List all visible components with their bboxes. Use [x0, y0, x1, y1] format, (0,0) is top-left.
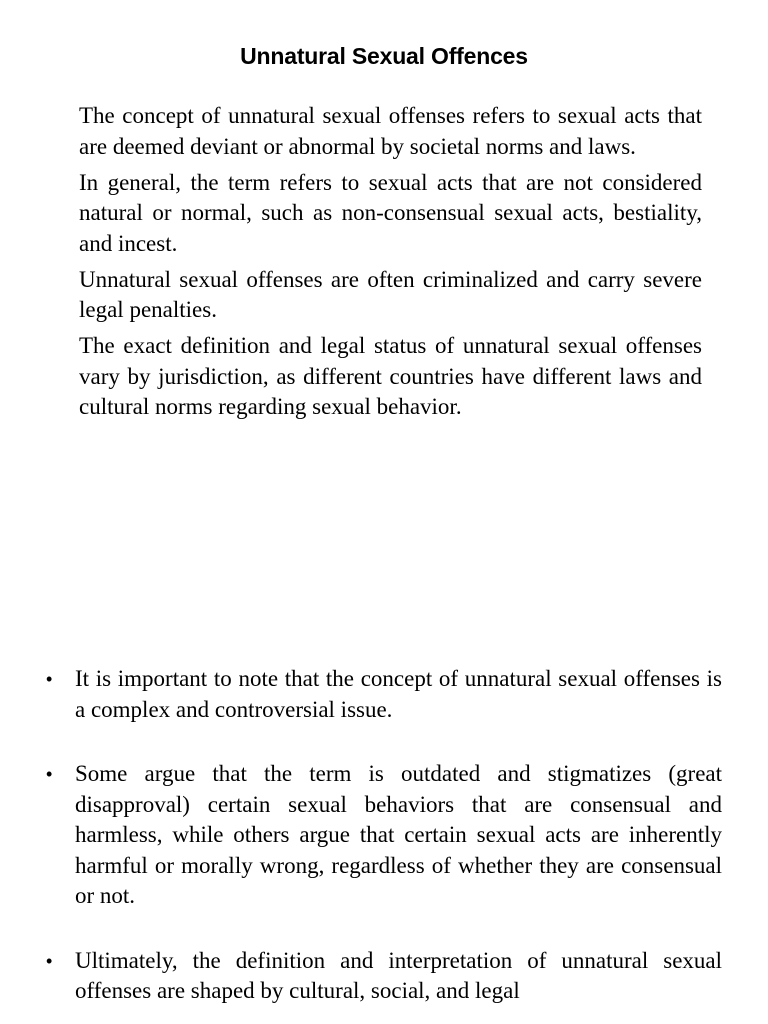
intro-paragraph: In general, the term refers to sexual acts that are not considered natural or normal, such as non-consensual sexual acts, bestiality, and incest. [79, 169, 702, 256]
bullet-dot-icon: • [46, 669, 53, 689]
bullet-item [46, 664, 722, 725]
bullet-dot-icon: • [46, 764, 53, 784]
intro-section [79, 101, 702, 428]
bullet-list [46, 664, 722, 1024]
intro-paragraph: Unnatural sexual offenses are often criminalized and carry severe legal penalties. [79, 266, 702, 322]
bullet-text: Some argue that the term is outdated and stigmatizes (great disapproval) certain sexual behaviors that are consensual and harmless, while others argue that certain sexual acts are inherently harmful or morally wrong, regardless of whether they are consensual or not. [75, 761, 722, 908]
bullet-dot-icon: • [46, 950, 53, 971]
bullet-text: It is important to note that the concept of unnatural sexual offenses is a complex and controversial issue. [75, 666, 722, 722]
bullet-text: Ultimately, the definition and interpretation of unnatural sexual offenses are shaped by cultural, social, and legal [75, 947, 722, 1003]
intro-paragraph: The concept of unnatural sexual offenses refers to sexual acts that are deemed deviant or abnormal by societal norms and laws. [79, 103, 702, 159]
intro-paragraph: The exact definition and legal status of unnatural sexual offenses vary by jurisdiction, as different countries have different laws and cultural norms regarding sexual behavior. [79, 333, 702, 419]
bullet-item [46, 759, 722, 912]
bullet-item [46, 946, 722, 1007]
document-title: Unnatural Sexual Offences [240, 43, 528, 69]
